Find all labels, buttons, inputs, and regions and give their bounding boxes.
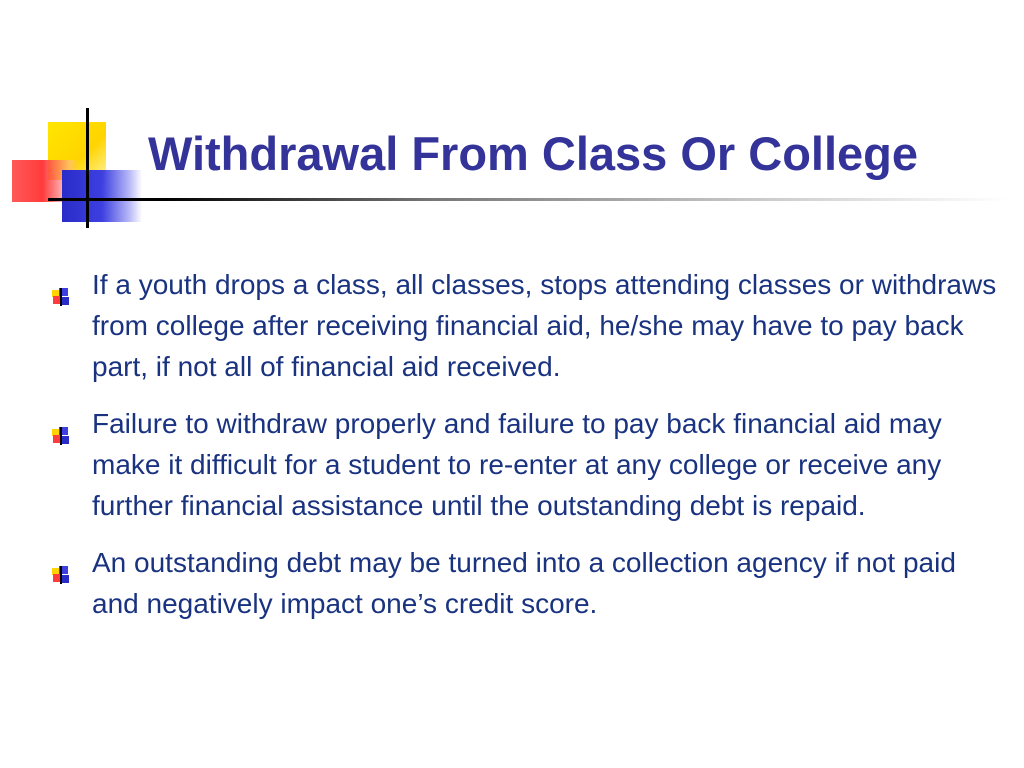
title-underline-rule bbox=[48, 198, 1008, 201]
bullet-item bbox=[52, 542, 1002, 624]
colored-square-bullet-icon bbox=[52, 276, 70, 294]
bullet-item bbox=[52, 264, 1002, 387]
blue-square-decoration bbox=[62, 170, 142, 222]
bullet-list bbox=[52, 264, 1002, 640]
overlapping-squares-logo-icon bbox=[0, 0, 160, 240]
bullet-item bbox=[52, 403, 1002, 526]
colored-square-bullet-icon bbox=[52, 554, 70, 572]
slide-title: Withdrawal From Class Or College bbox=[148, 127, 919, 180]
vertical-rule bbox=[86, 108, 89, 228]
bullet-text: If a youth drops a class, all classes, stops attending classes or withdraws from college after receiving financial aid, he/she may have to pay back part, if not all of financial aid received. bbox=[92, 269, 997, 382]
bullet-text: Failure to withdraw properly and failure to pay back financial aid may make it difficult for a student to re-enter at any college or receive any further financial assistance until the outstanding debt is repaid. bbox=[92, 408, 942, 521]
colored-square-bullet-icon bbox=[52, 415, 70, 433]
bullet-text: An outstanding debt may be turned into a collection agency if not paid and negatively impact one’s credit score. bbox=[92, 547, 956, 619]
